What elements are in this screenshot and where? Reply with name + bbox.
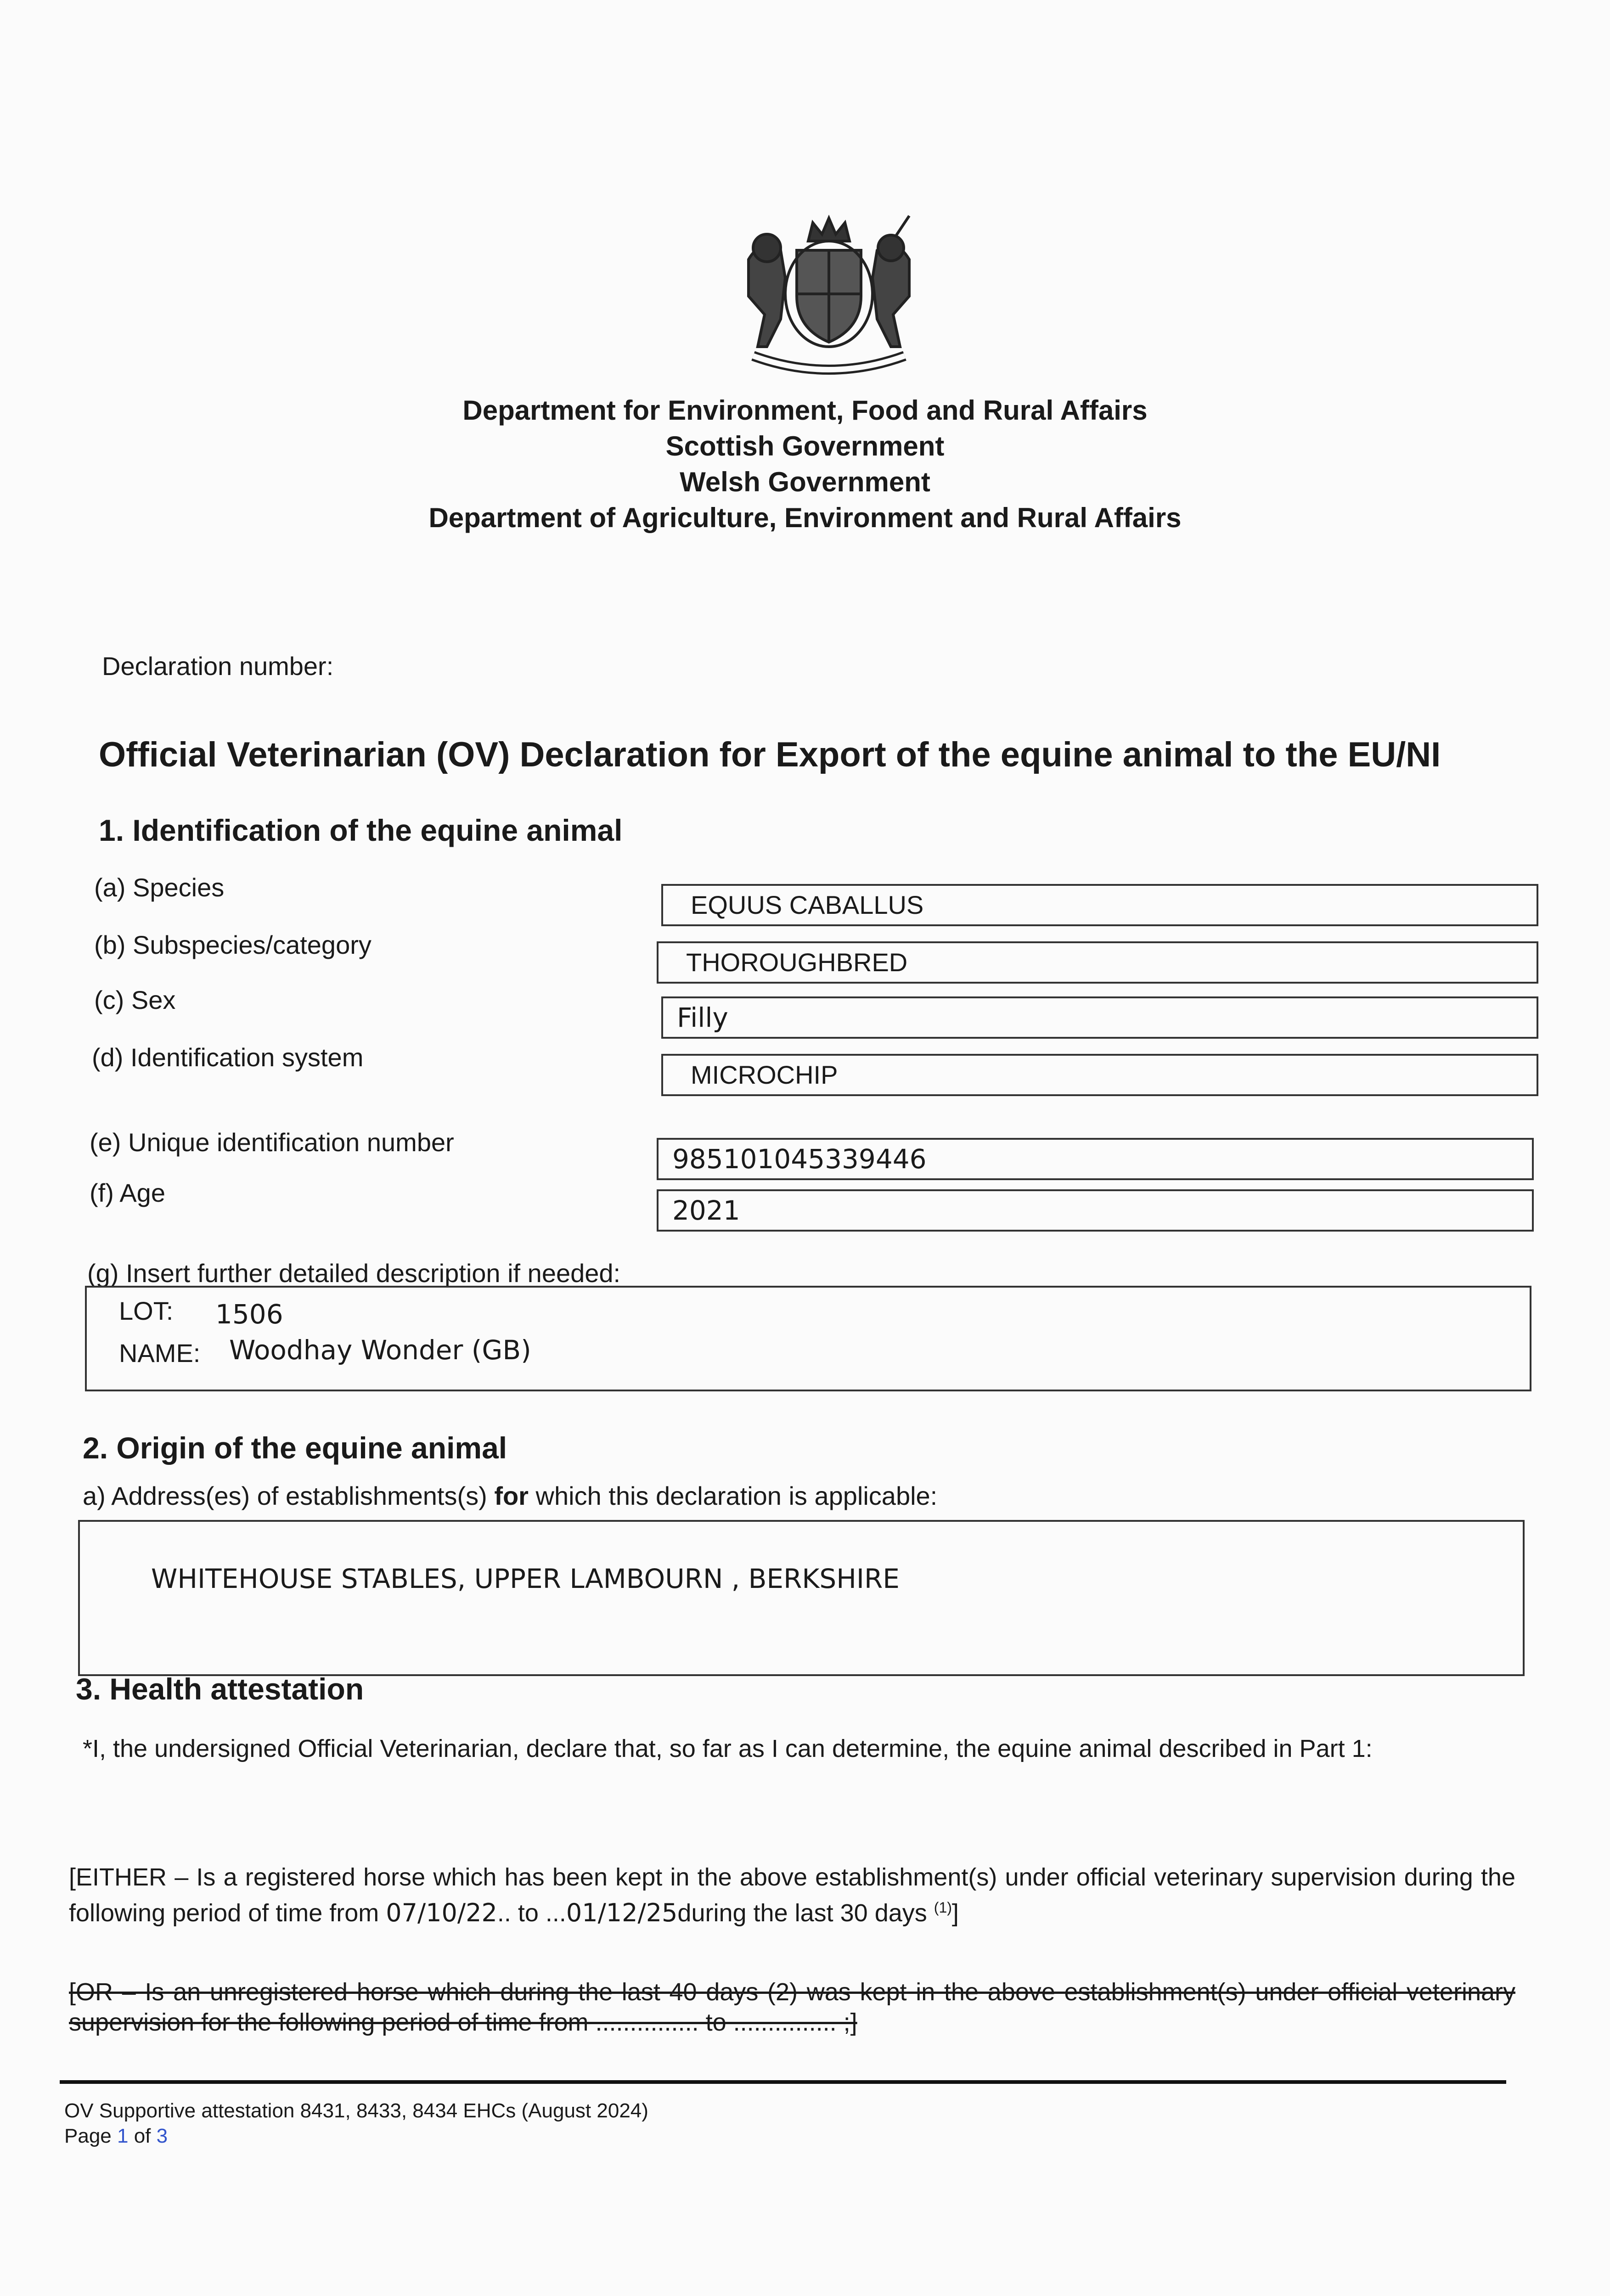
department-name: Department of Agriculture, Environment and Rural Affairs — [428, 502, 1182, 533]
subspecies-value: THOROUGHBRED — [686, 948, 908, 977]
declaration-number-label: Declaration number: — [102, 652, 334, 681]
further-description-box[interactable] — [85, 1286, 1531, 1391]
either-clause: [EITHER – Is a registered horse which has been kept in the above establishment(s) under official veterinary supervision during the following period of time from 07/10/22.. to ...01/12/25during the last 30 days $^{(1)}$] — [69, 1863, 1515, 1927]
footer-attestation-ref: OV Supportive attestation 8431, 8433, 8434 EHCs (August 2024) — [64, 2099, 648, 2122]
species-label: (a) Species — [94, 873, 225, 902]
species-field[interactable] — [661, 884, 1538, 926]
department-name: Department for Environment, Food and Rural Affairs — [462, 395, 1148, 426]
section-1-heading: 1. Identification of the equine animal — [99, 813, 623, 847]
department-name: Scottish Government — [665, 431, 945, 461]
either-from-date: 07/10/22 — [386, 1898, 497, 1927]
section-3-heading: 3. Health attestation — [76, 1672, 364, 1706]
age-value: 2021 — [672, 1195, 740, 1226]
species-value: EQUUS CABALLUS — [691, 890, 924, 919]
lot-label: LOT: — [119, 1296, 174, 1325]
identification-system-value: MICROCHIP — [691, 1060, 838, 1089]
name-value: Woodhay Wonder (GB) — [229, 1334, 531, 1366]
identification-system-field[interactable] — [661, 1054, 1538, 1096]
unique-id-label: (e) Unique identification number — [90, 1128, 454, 1157]
health-attestation-intro: *I, the undersigned Official Veterinarian, declare that, so far as I can determine, the equine animal described in Part 1: — [83, 1735, 1373, 1762]
page-number: Page 1 of 3 — [64, 2125, 168, 2147]
page-title: Official Veterinarian (OV) Declaration for Export of the equine animal to the EU/NI — [99, 735, 1441, 774]
or-clause-struck: [OR – Is an unregistered horse which during the last 40 days (2) was kept in the above establishment(s) under official veterinary supervision for the following period of time from ............... to ............... ;] — [69, 1978, 1515, 2036]
name-label: NAME: — [119, 1339, 201, 1367]
lot-value: 1506 — [215, 1299, 283, 1330]
either-to-date: 01/12/25 — [566, 1898, 678, 1927]
subspecies-label: (b) Subspecies/category — [94, 930, 372, 959]
unique-id-field[interactable] — [657, 1138, 1534, 1180]
footer-divider — [60, 2080, 1506, 2084]
address-box[interactable] — [78, 1520, 1525, 1676]
address-value: WHITEHOUSE STABLES, UPPER LAMBOURN , BERKSHIRE — [151, 1563, 900, 1594]
subspecies-field[interactable] — [657, 941, 1538, 984]
identification-system-label: (d) Identification system — [92, 1043, 364, 1072]
age-label: (f) Age — [90, 1178, 165, 1207]
sex-label: (c) Sex — [94, 985, 176, 1014]
unique-id-value: 985101045339446 — [672, 1143, 927, 1175]
section-2-heading: 2. Origin of the equine animal — [83, 1431, 507, 1465]
further-description-label: (g) Insert further detailed description if needed: — [87, 1259, 621, 1288]
address-label: a) Address(es) of establishments(s) for which this declaration is applicable: — [83, 1481, 938, 1510]
sex-field[interactable] — [661, 996, 1538, 1039]
royal-coat-of-arms-icon — [721, 209, 937, 383]
age-field[interactable] — [657, 1189, 1534, 1232]
sex-value: Filly — [677, 1002, 728, 1033]
department-name: Welsh Government — [680, 467, 930, 497]
